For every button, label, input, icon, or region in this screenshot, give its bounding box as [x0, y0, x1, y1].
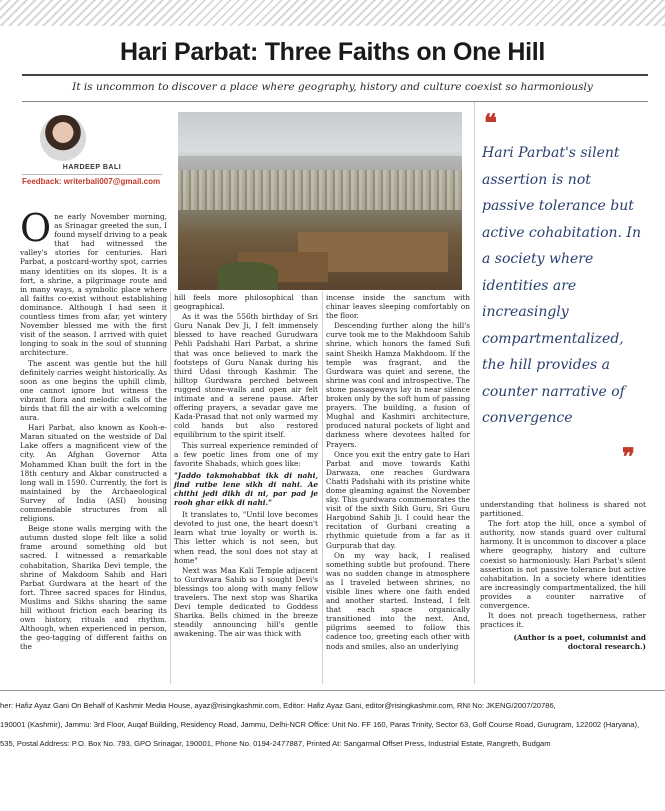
top-decorative-stripe: [0, 0, 665, 26]
subheadline-divider: [22, 101, 648, 102]
paragraph: Beige stone walls merging with the autumn dusted slope felt like a solid frame around something old but sacred. I witnessed a remarkable cohabitation, Sharika Devi temple, the shrine of Makdoom Sahib and Hari Parbat Gurdwara at the heart of the fort. Three sacred spaces for Hindus, Muslims and Sikhs sharing the same hill without friction each bearing its own history, rituals and rhythm. Although, when experienced in person, the geo-tagging of different faiths on the: [20, 524, 167, 652]
photo-cityscape: [178, 170, 462, 210]
article-column-2: [174, 293, 318, 639]
article-subheadline: It is uncommon to discover a place where geography, history and culture coexist so harmoniously: [72, 81, 593, 93]
headline-divider: [22, 74, 648, 76]
paragraph: The fort atop the hill, once a symbol of authority, now stands guard over cultural harmony. It is uncommon to discover a place where geography, history and culture coexist so harmoniously. Hari Parbat's silent assertion is not passive tolerance but active cohabitation. In a society where identities are increasingly compartmentalized, the hill provides a counter narrative of convergence.: [480, 519, 646, 611]
imprint-footer: [0, 696, 660, 753]
dropcap: O: [20, 206, 52, 250]
author-feedback-email: Feedback: writerbali007@gmail.com: [22, 177, 161, 186]
article-column-4: [480, 500, 646, 653]
footer-line: her: Hafiz Ayaz Gani On Behalf of Kashmir Media House, ayaz@risingkashmir.com, Editor: Hafiz Ayaz Gani, editor@risingkashmir.com, RNI No: JKENG/2007/20786,: [0, 701, 556, 710]
paragraph: hill feels more philosophical than geographical.: [174, 293, 318, 312]
shabad-quote: "Jaddo takmohabbat ikk di nahi, jind rutbe lene sikh di nahi. Ae chithi jedi dikh di ni, par pad je rooh ghar eikk di nahi.": [174, 470, 318, 508]
hari-parbat-photo: [178, 112, 462, 290]
paragraph: On my way back, I realised something subtle but profound. There was no sudden change in atmosphere as I traveled between shrines, no visible lines where one faith ended and another started. Instead, I felt that each space organically transitioned into the next. And, pilgrims seemed to follow this cadence too, greeting each other with nods and smiles, also an underlying: [326, 550, 470, 651]
article-column-1: [20, 206, 167, 653]
paragraph: It does not preach togetherness, rather practices it.: [480, 611, 646, 630]
paragraph: This surreal experience reminded of a few poetic lines from one of my favorite Shabads, which goes like:: [174, 440, 318, 468]
paragraph: incense inside the sanctum with chinar leaves sleeping comfortably on the floor.: [326, 293, 470, 321]
paragraph: One early November morning, as Srinagar greeted the sun, I found myself driving to a peak that had witnessed the valley's stories for centuries. Hari Parbat, a postcard-worthy spot, carries many identities on its slopes. It is a fort, a shrine, a pilgrimage route and in many ways, a symbolic place where all faiths co-exist without establishing dominance. Although I had seen it countless times from afar, yet wintery November blessed me with the first visit of the season. I arrived with quiet longing to soak in the soul of stunning architecture.: [20, 206, 167, 358]
pull-quote-open-icon: ❝: [484, 108, 497, 137]
author-name: HARDEEP BALI: [62, 164, 122, 171]
paragraph: It translates to, "Until love becomes devoted to just one, the heart doesn't learn what true loyalty or worth is. This letter which is not seen, but when read, the soul does not stay at home": [174, 510, 318, 565]
footer-line: 535, Postal Address: P.O. Box No. 793, GPO Srinagar, 190001, Phone No. 0194-2477887, Printed At: Sangarmal Offset Press, Industrial Estate, Rangreth, Budgam: [0, 739, 551, 748]
pull-quote-close-icon: ❞: [622, 442, 635, 471]
pull-quote: Hari Parbat's silent assertion is not passive tolerance but active cohabitation. In a society where identities are increasingly compartmentalized, the hill provides a counter narrative of convergence: [482, 145, 641, 426]
column-divider: [170, 292, 171, 684]
paragraph: understanding that holiness is shared not partitioned.: [480, 500, 646, 519]
column-divider: [322, 292, 323, 684]
paragraph: Next was Maa Kali Temple adjacent to Gurdwara Sahib so I sought Devi's blessings too along with many fellow travelers. The next stop was Sharika Devi temple dedicated to Goddess Sharika. Bells chimed in the breeze steadily announcing hill's gentle awakening. The air was thick with: [174, 565, 318, 639]
article-column-3: [326, 293, 470, 652]
paragraph: The ascent was gentle but the hill definitely carries weight historically. As soon as one begins the uphill climb, one cannot ignore but witness the vibrant flora and melodic calls of the birds that fill the air with a welcoming aura.: [20, 358, 167, 423]
paragraph: Once you exit the entry gate to Hari Parbat and move towards Kathi Darwaza, one reaches Gurdwara Chatti Padshahi with its pristine white dome gleaming against the November sky. This gurdwara commemorates the visit of the sixth Sikh Guru, Sri Guru Hargobind Sahib Ji. I could hear the recitation of Gurbani creating a rhythmic quietude from a far as it Gurpurab that day.: [326, 449, 470, 550]
footer-divider: [0, 690, 665, 691]
column-divider: [474, 102, 475, 684]
paragraph: Descending further along the hill's curve took me to the Makhdoom Sahib shrine, which honors the famed Sufi saint Sheikh Hamza Makhdoom. If the temple was fragrant, and the Gurdwara was quiet and serene, the shrine was cool and introspective. The stone passageways lay in near silence broken only by the soft hum of passing prayers. The building, a fusion of Mughal and Kashmiri architecture, produced natural pockets of light and darkness where devotees halted for Prayers.: [326, 321, 470, 449]
photo-trees: [218, 262, 278, 290]
author-divider: [22, 174, 162, 175]
article-headline: Hari Parbat: Three Faiths on One Hill: [119, 38, 546, 66]
footer-line: 190001 (Kashmir), Jammu: 3rd Floor, Auqaf Building, Residency Road, Jammu, Delhi-NCR Office: Unit No. FF 160, Paras Trinity, Sector 63, Golf Course Road, Gurugram, 122002 (Haryana),: [0, 720, 640, 729]
author-avatar: [40, 115, 86, 161]
paragraph: Hari Parbat, also known as Kooh-e-Maran situated on the westside of Dal Lake offers a magnificent view of the city. An Afghan Governor Atta Mohammed Khan built the fort in the 18th century and Akbar constructed a long wall in 1590. Currently, the fort is maintained by the Archaeological Survey of India (ASI) housing commendable structures from all religions.: [20, 423, 167, 524]
paragraph: As it was the 556th birthday of Sri Guru Nanak Dev Ji, I felt immensely blessed to have reached Gurudwara Pehli Padshahi Hari Parbat, a shrine that was once believed to mark the footsteps of Guru Nanak during his third Udasi through Kashmir. The hilltop Gurdwara perched between rugged stone-walls and open air felt intimate and a serene pause. After offering prayers, a sevadar gave me Kada-Prasad that not only warmed my cold hands but also restored equilibrium to the spirit itself.: [174, 312, 318, 440]
author-signoff: (Author is a poet, columnist and doctoral research.): [513, 633, 646, 652]
